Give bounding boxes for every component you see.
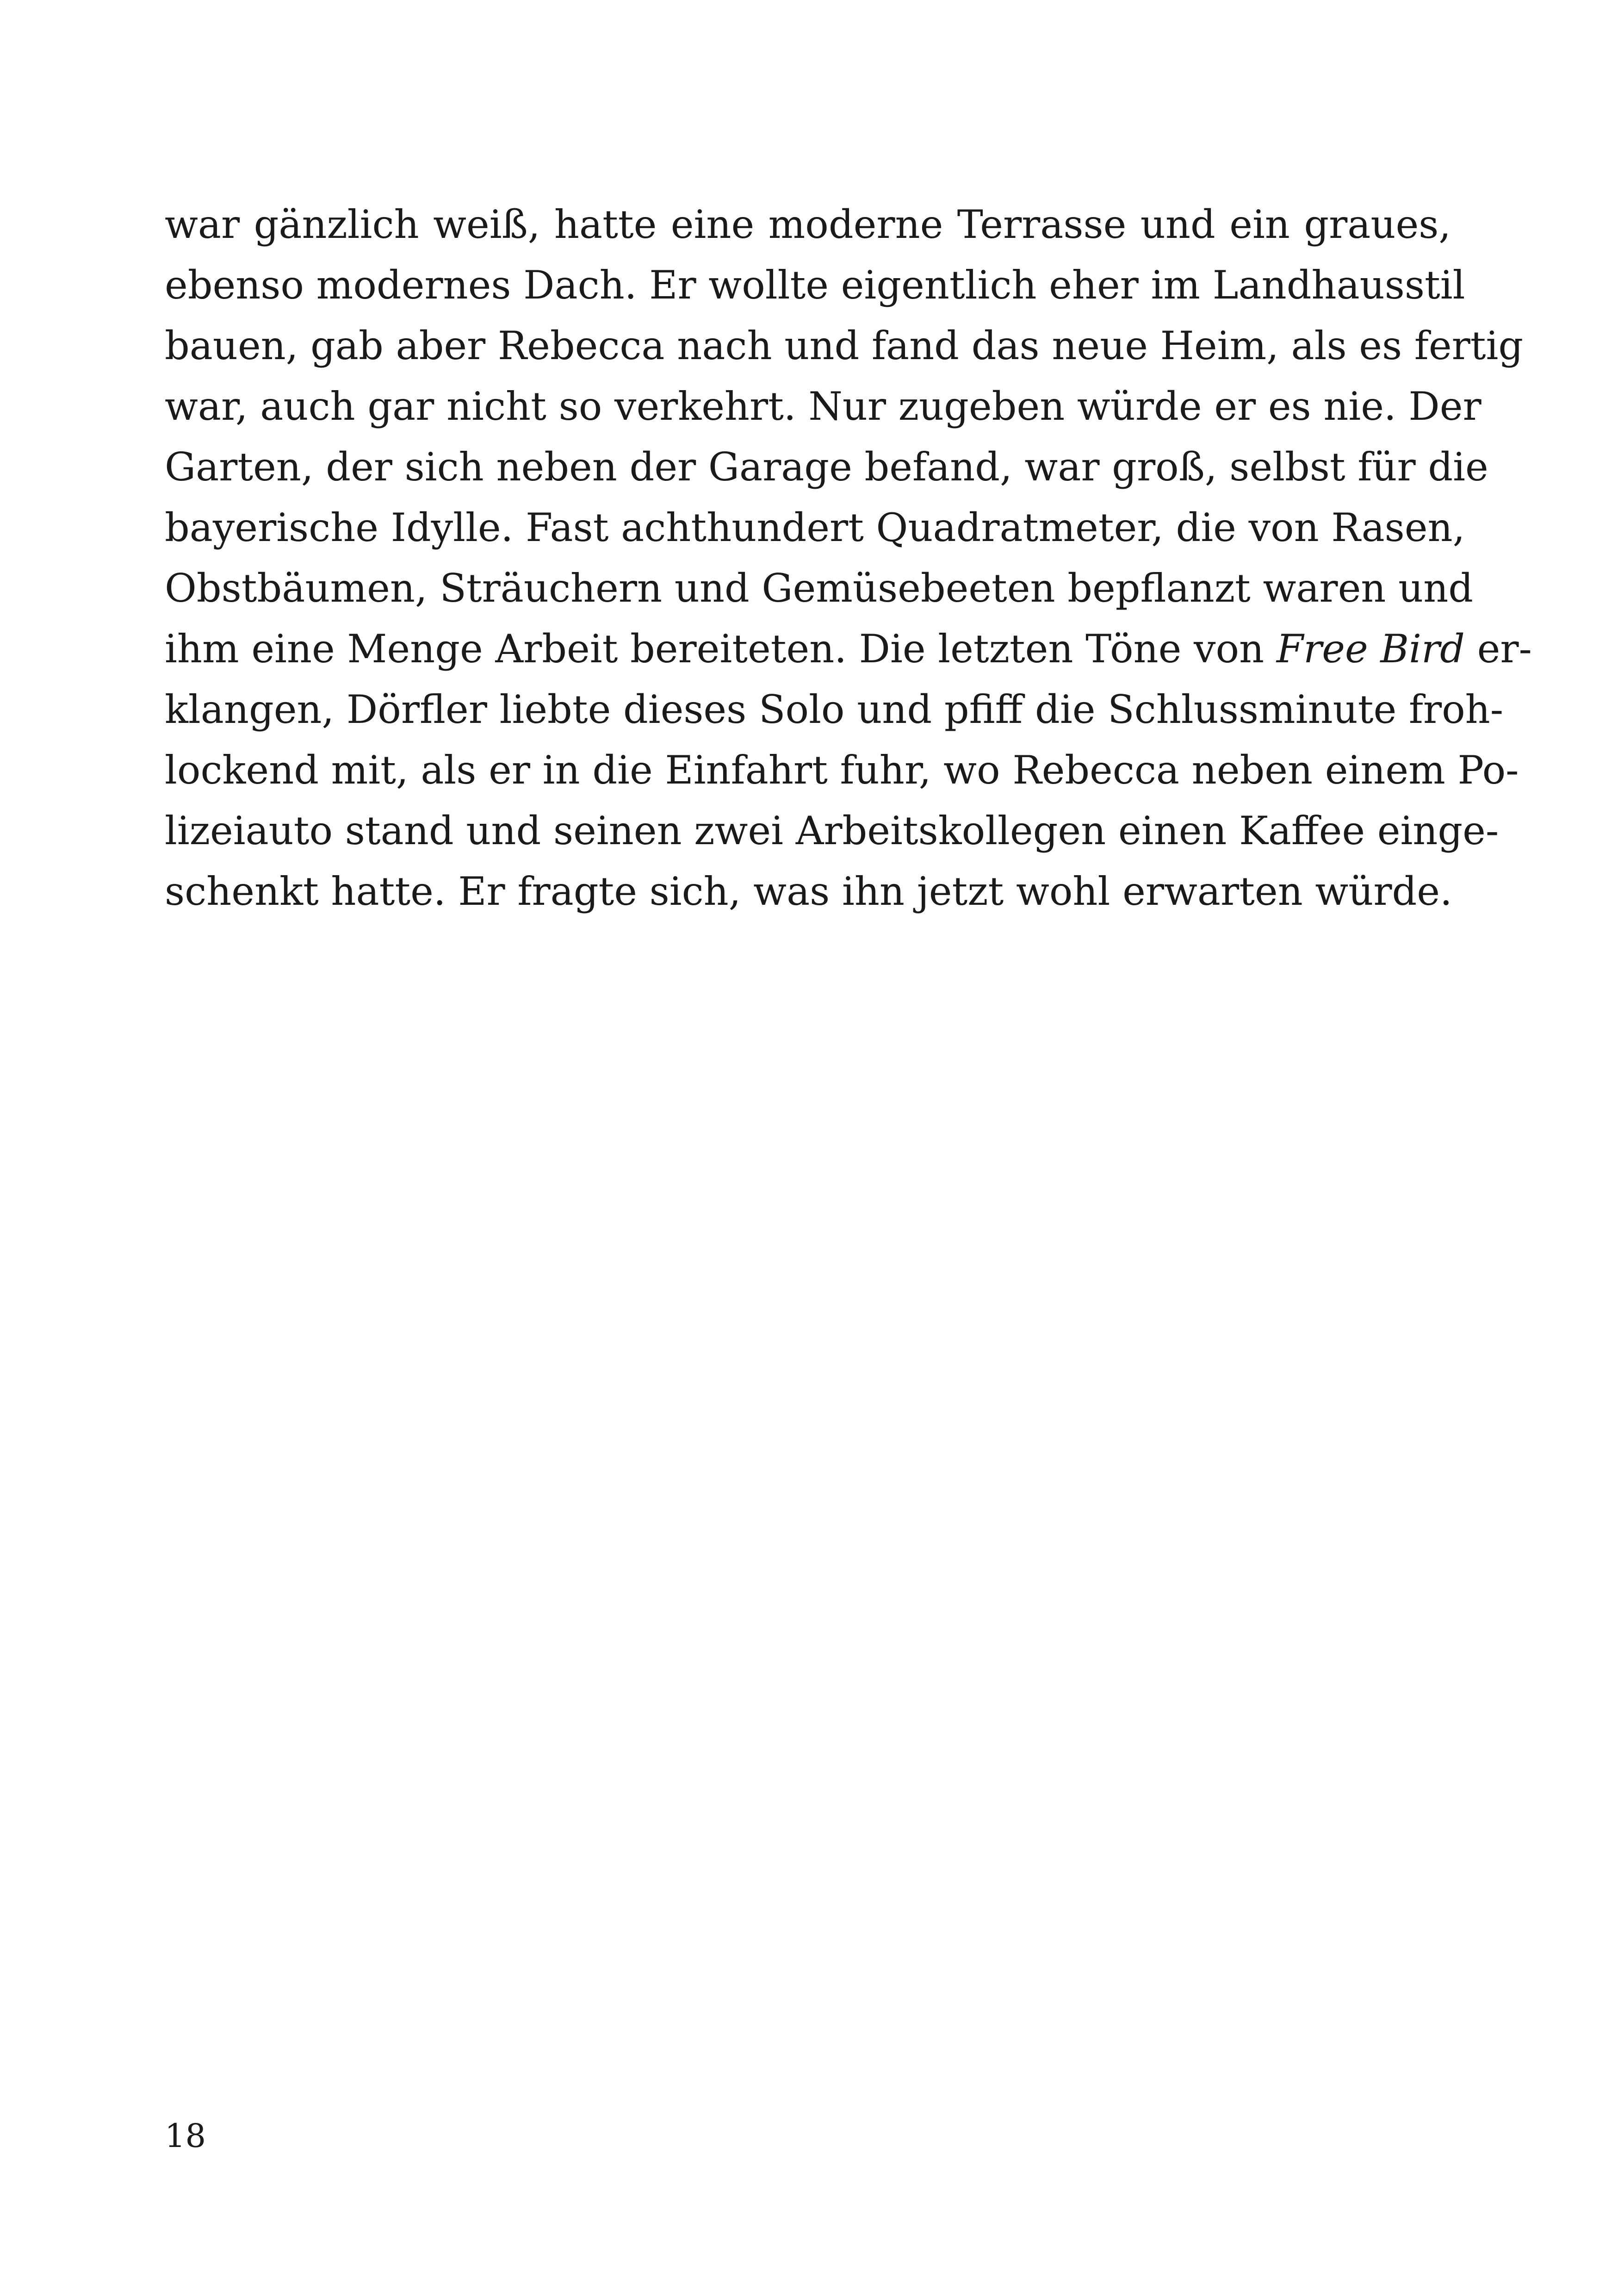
text-line: schenkt hatte. Er fragte sich, was ihn jetzt wohl erwarten würde. (165, 869, 1452, 914)
text-line: lockend mit, als er in die Einfahrt fuhr, wo Rebecca neben einem Po- (165, 747, 1519, 793)
text-line: war, auch gar nicht so verkehrt. Nur zugeben würde er es nie. Der (165, 384, 1482, 429)
text-line: lizeiauto stand und seinen zwei Arbeitskollegen einen Kaffee einge- (165, 808, 1499, 853)
text-line: Garten, der sich neben der Garage befand, war groß, selbst für die (165, 444, 1488, 490)
song-title: Free Bird (1276, 626, 1465, 672)
text-run: er- (1464, 626, 1532, 672)
page-number: 18 (165, 2117, 206, 2155)
text-line: war gänzlich weiß, hatte eine moderne Terrasse und ein graues, (165, 202, 1451, 247)
text-line: bayerische Idylle. Fast achthundert Quadratmeter, die von Rasen, (165, 505, 1465, 550)
text-line: Obstbäumen, Sträuchern und Gemüsebeeten bepflanzt waren und (165, 566, 1474, 611)
text-line: ebenso modernes Dach. Er wollte eigentlich eher im Landhausstil (165, 262, 1465, 308)
text-line: klangen, Dörfler liebte dieses Solo und pfiff die Schlussminute froh- (165, 687, 1504, 732)
text-run: ihm eine Menge Arbeit bereiteten. Die letzten Töne von (165, 626, 1277, 672)
text-line: bauen, gab aber Rebecca nach und fand das neue Heim, als es fertig (165, 323, 1524, 368)
body-paragraph (165, 194, 1532, 922)
text-line (165, 619, 1532, 679)
